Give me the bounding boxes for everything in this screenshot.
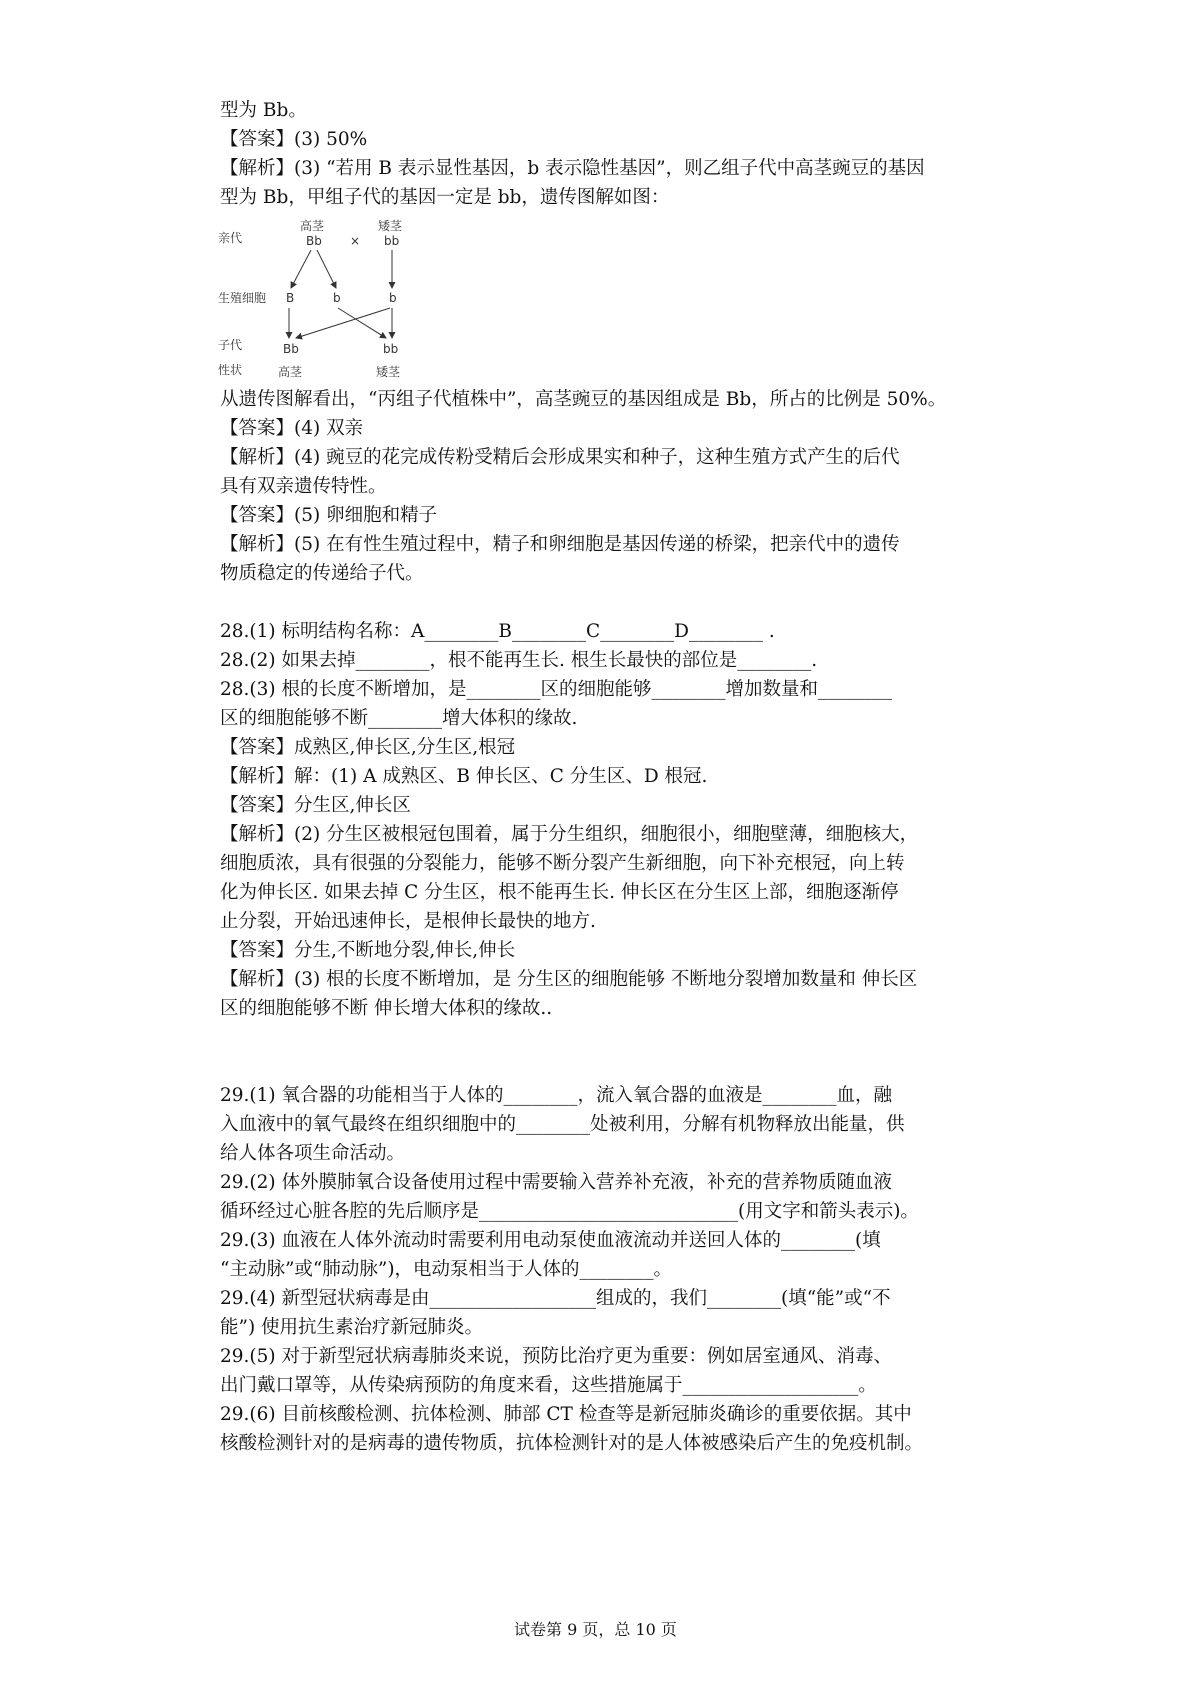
text-line: 化为伸长区. 如果去掉 C 分生区，根不能再生长. 伸长区在分生区上部，细胞逐渐停 [220,882,899,903]
child2-trait: 矮茎 [376,365,401,379]
analysis-line: 【解析】(5) 在有性生殖过程中，精子和卵细胞是基因传递的桥梁，把亲代中的遗传 [220,534,900,555]
analysis-line: 【解析】(3) 根的长度不断增加，是 分生区的细胞能够 不断地分裂增加数量和 伸长区 [220,969,918,990]
analysis-line: 【解析】(3) “若用 B 表示显性基因，b 表示隐性基因”，则乙组子代中高茎豌豆的基因 [220,158,925,179]
answer-line: 【答案】分生,不断地分裂,伸长,伸长 [220,940,516,961]
text-line: 细胞质浓，具有很强的分裂能力，能够不断分裂产生新细胞，向下补充根冠，向上转 [220,853,905,874]
parent2-trait: 矮茎 [378,219,403,233]
analysis-line: 【解析】(2) 分生区被根冠包围着，属于分生组织，细胞很小，细胞壁薄，细胞核大， [220,824,919,845]
question-line: 29.(4) 新型冠状病毒是由__________________组成的，我们________(填“能”或“不 [220,1288,891,1309]
question-line: 29.(2) 体外膜肺氧合设备使用过程中需要输入营养补充液，补充的营养物质随血液 [220,1172,893,1193]
child2-gene: bb [383,342,399,356]
analysis-line: 【解析】(4) 豌豆的花完成传粉受精后会形成果实和种子，这种生殖方式产生的后代 [220,447,900,468]
cross-symbol: × [350,234,361,248]
question-line: 29.(6) 目前核酸检测、抗体检测、肺部 CT 检查等是新冠肺炎确诊的重要依据。其中 [220,1404,912,1425]
row-label-trait: 性状 [218,363,243,377]
question-line: 区的细胞能够不断________增大体积的缘故. [220,708,578,729]
question-line: 29.(1) 氧合器的功能相当于人体的________，流入氧合器的血液是________血，融 [220,1085,893,1106]
text-line: 区的细胞能够不断 伸长增大体积的缘故.. [220,998,553,1019]
page-footer: 试卷第 9 页，总 10 页 [514,1620,677,1639]
row-label-offspring: 子代 [218,338,243,352]
gamete-b-2: b [389,291,397,305]
text-line: 物质稳定的传递给子代。 [220,563,424,584]
question-line: 29.(5) 对于新型冠状病毒肺炎来说，预防比治疗更为重要：例如居室通风、消毒、 [220,1346,893,1367]
text-line: 入血液中的氧气最终在组织细胞中的________处被利用，分解有机物释放出能量，供 [220,1114,905,1135]
text-line: 核酸检测针对的是病毒的遗传物质，抗体检测针对的是人体被感染后产生的免疫机制。 [220,1433,924,1454]
child1-gene: Bb [283,342,299,356]
answer-line: 【答案】(5) 卵细胞和精子 [220,505,438,526]
text-line: 型为 Bb。 [220,100,307,121]
row-label-parent: 亲代 [218,231,243,245]
answer-line: 【答案】成熟区,伸长区,分生区,根冠 [220,737,516,758]
arrow-parent1-to-B [291,250,311,288]
answer-line: 【答案】分生区,伸长区 [220,795,411,816]
question-line: 28.(2) 如果去掉________，根不能再生长. 根生长最快的部位是________. [220,650,818,671]
text-line: 能”) 使用抗生素治疗新冠肺炎。 [220,1317,484,1338]
answer-line: 【答案】(3) 50% [220,129,368,150]
text-line: 从遗传图解看出，“丙组子代植株中”，高茎豌豆的基因组成是 Bb，所占的比例是 50%。 [220,389,947,410]
text-line: 出门戴口罩等，从传染病预防的角度来看，这些措施属于___________________。 [220,1375,877,1396]
parent2-gene: bb [384,234,400,248]
question-line: 28.(1) 标明结构名称：A________B________C________D________ . [220,621,775,642]
text-line: 循环经过心脏各腔的先后顺序是____________________________(用文字和箭头表示)。 [220,1201,919,1222]
gamete-B: B [286,291,295,305]
text-line: 给人体各项生命活动。 [220,1143,406,1164]
row-label-gamete: 生殖细胞 [218,291,267,305]
text-line: 具有双亲遗传特性。 [220,476,387,497]
parent1-gene: Bb [306,234,322,248]
question-line: 29.(3) 血液在人体外流动时需要利用电动泵使血液流动并送回人体的________(填 [220,1230,881,1251]
text-line: 型为 Bb，甲组子代的基因一定是 bb，遗传图解如图： [220,187,670,208]
text-line: “主动脉”或“肺动脉”)，电动泵相当于人体的________。 [220,1259,673,1280]
analysis-line: 【解析】解：(1) A 成熟区、B 伸长区、C 分生区、D 根冠. [220,766,708,787]
arrow-b-to-bb [338,308,386,338]
text-line: 止分裂，开始迅速伸长，是根伸长最快的地方. [220,911,596,932]
arrow-b-to-Bb [296,308,390,338]
answer-line: 【答案】(4) 双亲 [220,418,364,439]
gamete-b-1: b [333,291,341,305]
question-line: 28.(3) 根的长度不断增加，是________区的细胞能够________增加数量和________ [220,679,893,700]
child1-trait: 高茎 [278,365,303,379]
parent1-trait: 高茎 [300,219,325,233]
genetic-cross-diagram [218,219,458,408]
arrow-parent1-to-b [317,250,336,288]
